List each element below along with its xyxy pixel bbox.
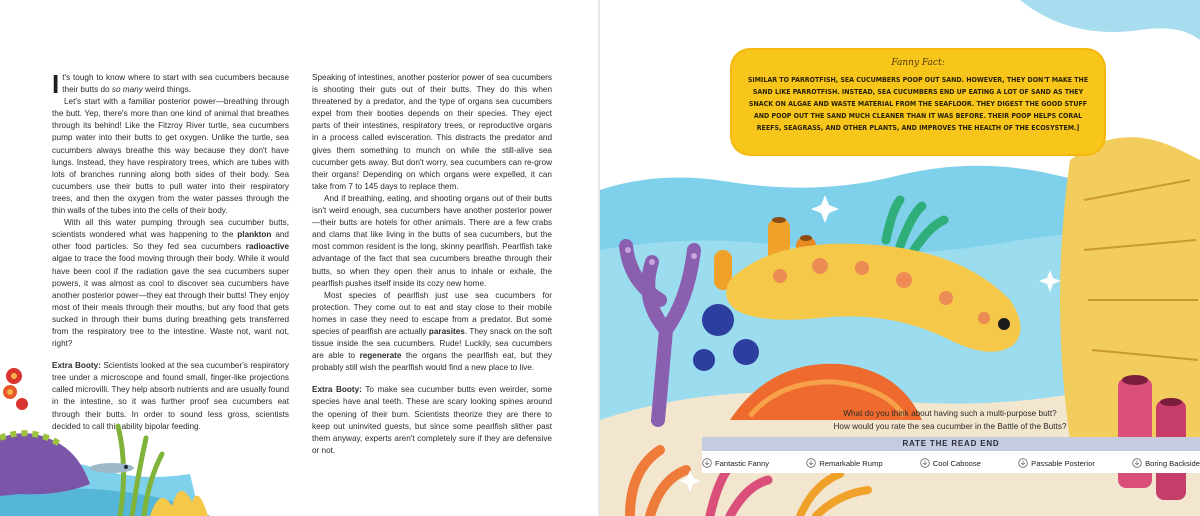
- parasite-paragraph: Most species of pearlfish just use sea cucumbers for protection. They come out to eat and stay close to their mobile homes in case they need to escape from a predator. But some species of pearlfish are actually parasites. They snack on the soft tissue inside the sea cucumbers. Rude! Luckily, sea cucumbers are able to regenerate the organs the pearlfish eat, but they probably still wish the pearlfish would find a new place to live.: [312, 290, 552, 373]
- corner-illustration: [0, 356, 300, 516]
- fun-fact-box: [732, 50, 1104, 154]
- butt-icon: [702, 458, 712, 468]
- pearlfish-paragraph: And if breathing, eating, and shooting organs out of their butts isn't weird enough, sea cucumbers have another posterior power—their butts are hotels for other animals. There are a few crabs and clams that like living in the butts of sea cucumbers, but the most common resident is the long, skinny pearlfish. Pearlfish take advantage of the fact that sea cucumbers breathe through their butts, so when they open their anus to inhale or exhale, the pearlfish pushes itself inside its cozy new home.: [312, 193, 552, 288]
- rating-panel: [702, 437, 1200, 473]
- rating-option-passable-posterior[interactable]: Passable Posterior: [1018, 454, 1095, 472]
- red-flower-coral: [3, 368, 28, 410]
- rating-option-cool-caboose[interactable]: Cool Caboose: [920, 454, 981, 472]
- fun-fact-title: Fanny Fact:: [891, 58, 945, 68]
- extra-booty-label: Extra Booty:: [312, 385, 362, 395]
- right-page: [600, 0, 1200, 516]
- feeding-paragraph: With all this water pumping through sea cucumber butts, scientists wondered what was happening to the plankton and other food particles. So they fed sea cucumbers radioactive algae to trace the food moving through their body. While it would have been cool if the radiation gave the sea cucumbers super powers, it was almost as cool to discover sea cucumbers have another posterior power—they eat through their butts! They enjoy most of their meals through their mouths, but any food that gets sucked in through their bums during breathing gets transferred from the respiratory tree to the intestine. Waste not, want not, right?: [52, 218, 289, 349]
- butt-icon: [1018, 458, 1028, 468]
- rating-option-fantastic-fanny[interactable]: Fantastic Fanny: [702, 454, 769, 472]
- question-line-2: How would you rate the sea cucumber in the Battle of the Butts?: [833, 421, 1067, 431]
- butt-icon: [806, 458, 816, 468]
- question-line-1: What do you think about having such a multi-purpose butt?: [843, 409, 1057, 418]
- rating-options: [702, 454, 1200, 472]
- extra-booty-label: Extra Booty:: [52, 361, 101, 371]
- evisceration-paragraph: Speaking of intestines, another posterior power of sea cucumbers is shooting their guts out of their butts. They do this when threatened by a predator, and the type of organs sea cucumbers expel from their booties depends on their species. They eject parts of their intestines, respiratory trees, or reproductive organs in a process called evisceration. This distracts the predator and gives them something to munch on while the still-alive sea cucumber gets away. But don't worry, sea cucumbers can re-grow their organs! Depending on which organs were expelled, it can take from 7 to 145 days to replace them.: [312, 73, 552, 191]
- term-parasites: parasites: [428, 326, 465, 336]
- text-column-right: [312, 72, 552, 457]
- intro-paragraph: It's tough to know where to start with sea cucumbers because their butts do so many weird things.: [52, 69, 289, 99]
- term-plankton: plankton: [237, 230, 272, 240]
- fun-fact-text: SIMILAR TO PARROTFISH, SEA CUCUMBERS POOP OUT SAND. HOWEVER, THEY DON'T MAKE THE SAND LIKE PARROTFISH. INSTEAD, SEA CUCUMBERS END UP EATING A LOT OF SAND AS THEY SNACK ON ALGAE AND WASTE MATERIAL FROM THE SEAFLOOR. THEY DIGEST THE GOOD STUFF AND POOP OUT THE SAND MUCH CLEANER THAN IT WAS BEFORE. THEIR POOP HELPS CORAL REEFS, SEAGRASS, AND OTHER PLANTS, AND IMPROVES THE HEALTH OF THE ECOSYSTEM.]: [747, 76, 1089, 132]
- breathing-paragraph: Let's start with a familiar posterior power—breathing through the butt. Yep, there's more than one kind of animal that breathes through its behind! Like the Fitzroy River turtle, sea cucumbers pump water into their butts to get oxygen. Unlike the turtle, sea cucumbers always breathe this way because they don't have lungs. Instead, they have respiratory trees, which are tubes with lots of branches running along both sides of their body. Sea cucumbers use their butts to pull water into their respiratory trees, and then the oxygen from the water passes through the thin walls of the tubes into the cells of their body.: [52, 97, 289, 216]
- rating-option-remarkable-rump[interactable]: Remarkable Rump: [806, 454, 882, 472]
- rating-question: [750, 408, 1150, 433]
- butt-icon: [1132, 458, 1142, 468]
- butt-icon: [920, 458, 930, 468]
- rating-title: RATE THE READ END: [702, 437, 1200, 451]
- blue-anemone: [702, 304, 734, 336]
- purple-sea-slug: [0, 433, 90, 496]
- extra-booty-paragraph-1: Extra Booty: Scientists looked at the sea cucumber's respiratory tree under a microscope and found small, finger-like projections called microvilli. They help absorb nutrients and are usually found in the intestine, so it was further proof sea cucumbers eat through their butts. In order to sound less gross, scientists decided to call this ability bipolar feeding.: [52, 361, 289, 431]
- drop-cap: I: [52, 69, 60, 99]
- term-radioactive: radioactive: [245, 242, 289, 252]
- term-regenerate: regenerate: [359, 351, 402, 361]
- rating-option-boring-backside[interactable]: Boring Backside: [1132, 454, 1200, 472]
- extra-booty-paragraph-2: Extra Booty: To make sea cucumber butts even weirder, some species have anal teeth. These are scary looking spines around the opening of their bum. Scientists theorize they are there to keep out uninvited guests, but since some pearlfish slither past them anyway, experts aren't completely sure if they are defensive or not.: [312, 385, 552, 455]
